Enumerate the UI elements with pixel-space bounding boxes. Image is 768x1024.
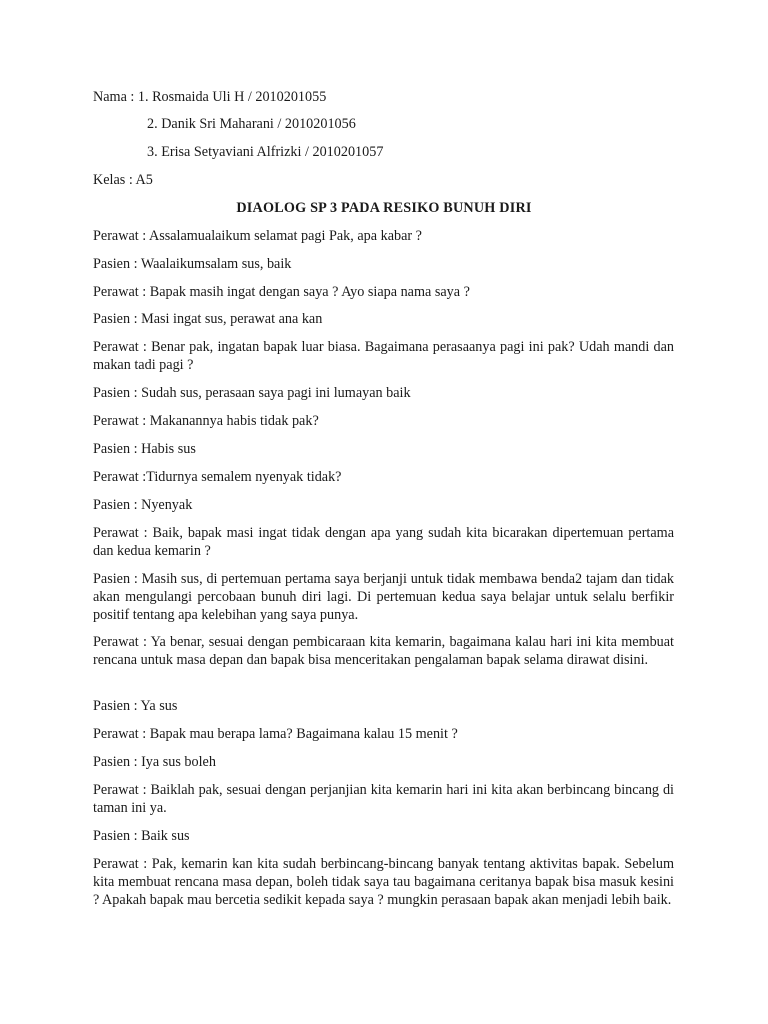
dialog-line: Perawat : Ya benar, sesuai dengan pembicaraan kita kemarin, bagaimana kalau hari ini kita membuat rencana untuk masa depan dan bapak bisa menceritakan pengalaman bapak selama dirawat disini. xyxy=(93,634,674,668)
dialog-line: Perawat : Baik, bapak masi ingat tidak dengan apa yang sudah kita bicarakan dipertemuan pertama dan kedua kemarin ? xyxy=(93,525,674,559)
dialog-line: Pasien : Habis sus xyxy=(93,441,196,457)
nama-line: Nama : 1. Rosmaida Uli H / 2010201055 xyxy=(93,89,327,105)
dialog-line: Perawat : Benar pak, ingatan bapak luar biasa. Bagaimana perasaanya pagi ini pak? Udah mandi dan makan tadi pagi ? xyxy=(93,339,674,373)
dialog-line: Pasien : Masi ingat sus, perawat ana kan xyxy=(93,311,323,327)
dialog-line: Perawat :Tidurnya semalem nyenyak tidak? xyxy=(93,469,342,485)
dialog-line: Pasien : Waalaikumsalam sus, baik xyxy=(93,256,292,272)
dialog-line: Pasien : Iya sus boleh xyxy=(93,754,216,770)
member-3-line: 3. Erisa Setyaviani Alfrizki / 2010201057 xyxy=(147,144,384,160)
kelas-line: Kelas : A5 xyxy=(93,172,153,188)
document-title: DIAOLOG SP 3 PADA RESIKO BUNUH DIRI xyxy=(236,200,532,216)
dialog-line: Perawat : Assalamualaikum selamat pagi Pak, apa kabar ? xyxy=(93,228,422,244)
dialog-line: Pasien : Baik sus xyxy=(93,828,190,844)
dialog-line: Pasien : Ya sus xyxy=(93,698,178,714)
member-2-line: 2. Danik Sri Maharani / 2010201056 xyxy=(147,116,356,132)
dialog-line: Perawat : Pak, kemarin kan kita sudah berbincang-bincang banyak tentang aktivitas bapak. Sebelum kita membuat rencana masa depan, boleh tidak saya tau bagaimana ceritanya bapak bisa masuk kesini ? Apakah bapak mau bercetia sedikit kepada saya ? mungkin perasaan bapak akan menjadi lebih baik. xyxy=(93,856,674,908)
dialog-line: Perawat : Baiklah pak, sesuai dengan perjanjian kita kemarin hari ini kita akan berbincang bincang di taman ini ya. xyxy=(93,782,674,816)
dialog-line: Pasien : Masih sus, di pertemuan pertama saya berjanji untuk tidak membawa benda2 tajam dan tidak akan mengulangi percobaan bunuh diri lagi. Di pertemuan kedua saya belajar untuk selalu berfikir positif tentang apa kelebihan yang saya punya. xyxy=(93,571,674,623)
dialog-line: Pasien : Nyenyak xyxy=(93,497,193,513)
dialog-line: Pasien : Sudah sus, perasaan saya pagi ini lumayan baik xyxy=(93,385,411,401)
dialog-line: Perawat : Bapak mau berapa lama? Bagaimana kalau 15 menit ? xyxy=(93,726,458,742)
dialog-line: Perawat : Makanannya habis tidak pak? xyxy=(93,413,319,429)
dialog-line: Perawat : Bapak masih ingat dengan saya ? Ayo siapa nama saya ? xyxy=(93,284,470,300)
